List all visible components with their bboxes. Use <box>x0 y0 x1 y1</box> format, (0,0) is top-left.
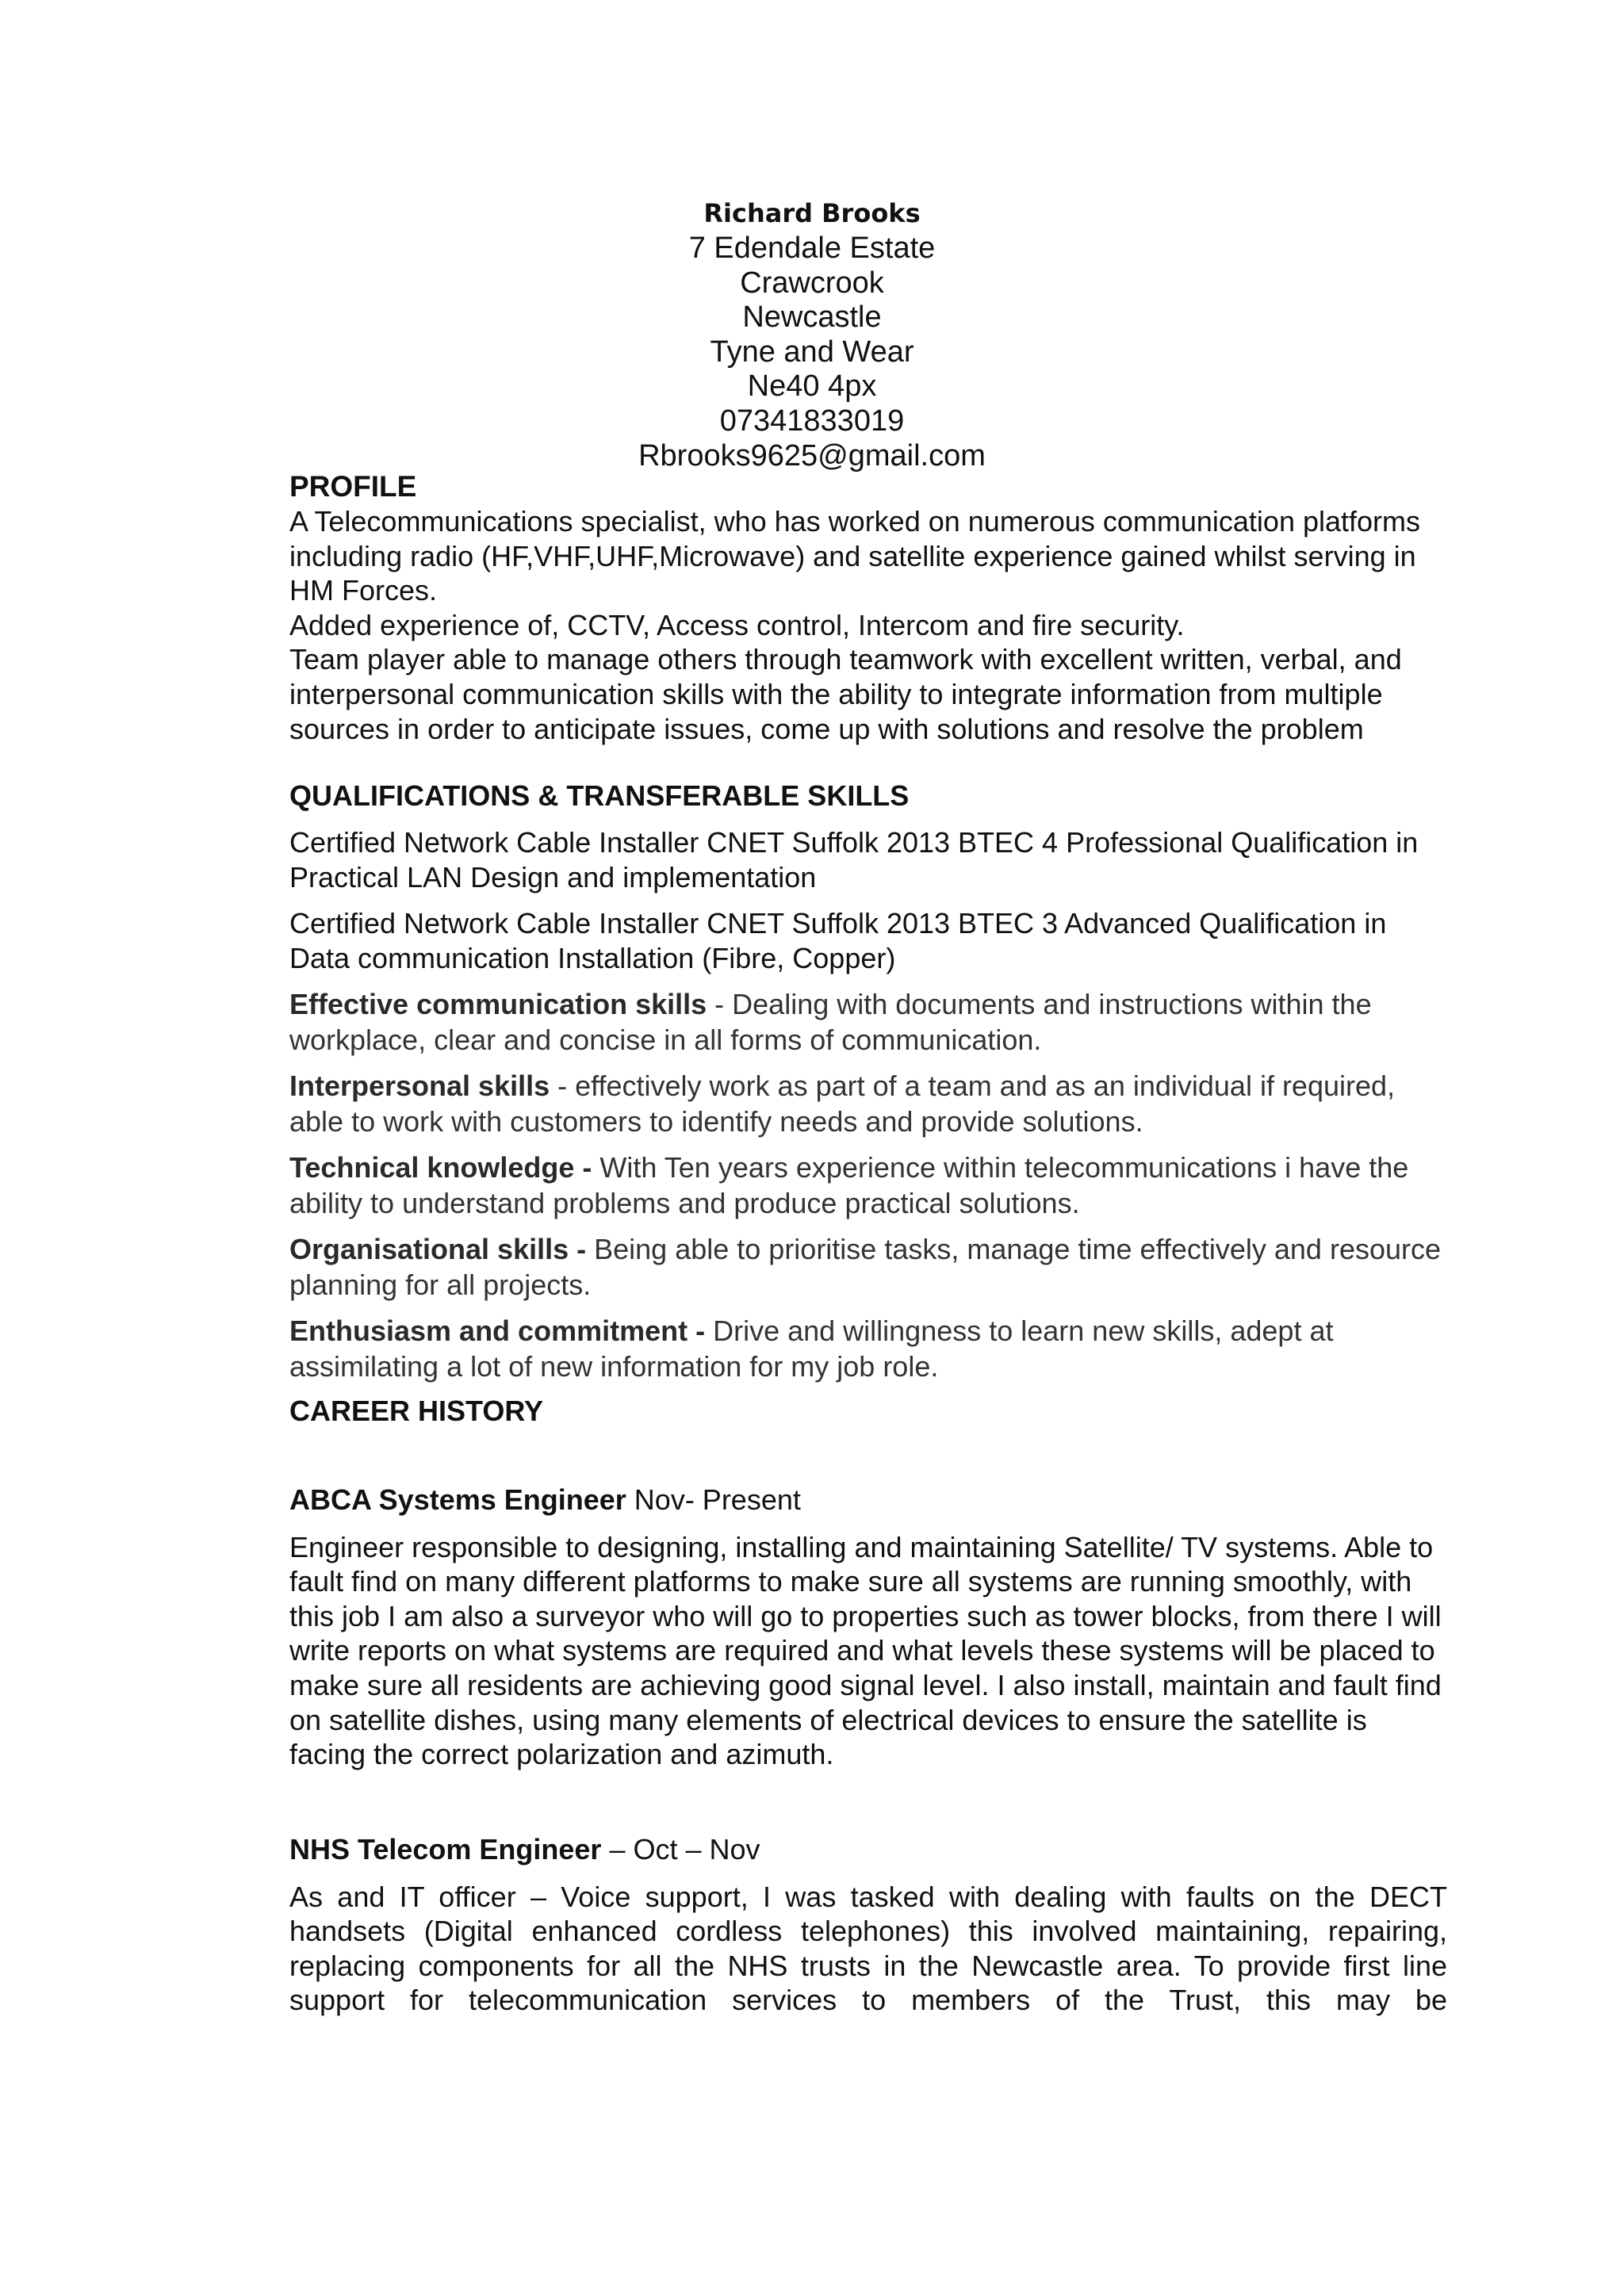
skill-description: Drive and willingness to learn new skills, adept at assimilating a lot of new information for my job role. <box>289 1314 1334 1383</box>
address-line-postcode: Ne40 4px <box>747 369 877 404</box>
email-address: Rbrooks9625@gmail.com <box>638 438 986 473</box>
phone-number: 07341833019 <box>719 404 905 438</box>
address-line-locality: Crawcrook <box>740 266 884 300</box>
address-line-city: Newcastle <box>742 300 882 335</box>
job-dates: Nov- Present <box>626 1483 801 1516</box>
job-title: NHS Telecom Engineer <box>289 1832 602 1866</box>
profile-paragraph-3: Team player able to manage others through teamwork with excellent written, verbal, and interpersonal communication skills with the ability to integrate information from multiple sources in order to anticipate issues, come up with solutions and resolve the problem <box>289 643 1402 745</box>
qualifications-heading: QUALIFICATIONS & TRANSFERABLE SKILLS <box>289 779 910 813</box>
job-title-line <box>289 1483 1447 1517</box>
skill-title: Effective communication skills <box>289 987 707 1020</box>
skill-description: With Ten years experience within telecommunications i have the ability to understand problems and produce practical solutions. <box>289 1150 1409 1219</box>
skill-item <box>289 1231 1447 1303</box>
address-line-street: 7 Edendale Estate <box>688 232 936 265</box>
profile-paragraph-2: Added experience of, CCTV, Access control, Intercom and fire security. <box>289 608 1185 641</box>
job-description: Engineer responsible to designing, installing and maintaining Satellite/ TV systems. Able to fault find on many different platforms to make sure all systems are running smoothly, with this job I am also a surveyor who will go to properties such as tower blocks, from there I will write reports on what systems are required and what levels these systems will be placed to make sure all residents are achieving good signal level. I also install, maintain and fault find on satellite dishes, using many elements of electrical devices to ensure the satellite is facing the correct polarization and azimuth. <box>289 1530 1442 1771</box>
candidate-name: Richard Brooks <box>703 198 921 228</box>
skill-description: Being able to prioritise tasks, manage time effectively and resource planning for all projects. <box>289 1232 1442 1301</box>
address-line-county: Tyne and Wear <box>710 335 914 369</box>
job-title: ABCA Systems Engineer <box>289 1483 626 1516</box>
profile-paragraph-1: A Telecommunications specialist, who has worked on numerous communication platforms including radio (HF,VHF,UHF,Microwave) and satellite experience gained whilst serving in HM Forces. <box>289 505 1421 607</box>
skill-item <box>289 1313 1447 1384</box>
job-description: As and IT officer – Voice support, I was tasked with dealing with faults on the DECT handsets (Digital enhanced cordless telephones) this involved maintaining, repairing, replacing components for all the NHS trusts in the Newcastle area. To provide first line support for telecommunication services to members of the Trust, this may be <box>289 1880 1447 2017</box>
skill-description: - effectively work as part of a team and as an individual if required, able to work with customers to identify needs and provide solutions. <box>289 1069 1396 1138</box>
skill-description: - Dealing with documents and instructions within the workplace, clear and concise in all forms of communication. <box>289 987 1372 1056</box>
skill-item <box>289 986 1447 1058</box>
skill-title: Technical knowledge - <box>289 1150 592 1184</box>
job-dates: – Oct – Nov <box>601 1832 760 1866</box>
career-heading: CAREER HISTORY <box>289 1394 544 1427</box>
skill-item <box>289 1068 1447 1139</box>
qualification-item: Certified Network Cable Installer CNET Suffolk 2013 BTEC 3 Advanced Qualification in Data communication Installation (Fibre, Copper) <box>289 907 1387 974</box>
resume-body <box>289 469 1447 2018</box>
profile-heading: PROFILE <box>289 470 417 503</box>
skill-item <box>289 1150 1447 1221</box>
skill-title: Organisational skills - <box>289 1232 587 1265</box>
qualification-item: Certified Network Cable Installer CNET Suffolk 2013 BTEC 4 Professional Qualification in Practical LAN Design and implementation <box>289 826 1419 894</box>
skill-title: Interpersonal skills <box>289 1069 550 1102</box>
job-title-line <box>289 1832 1447 1867</box>
skill-title: Enthusiasm and commitment - <box>289 1314 706 1347</box>
contact-header <box>0 195 1624 473</box>
